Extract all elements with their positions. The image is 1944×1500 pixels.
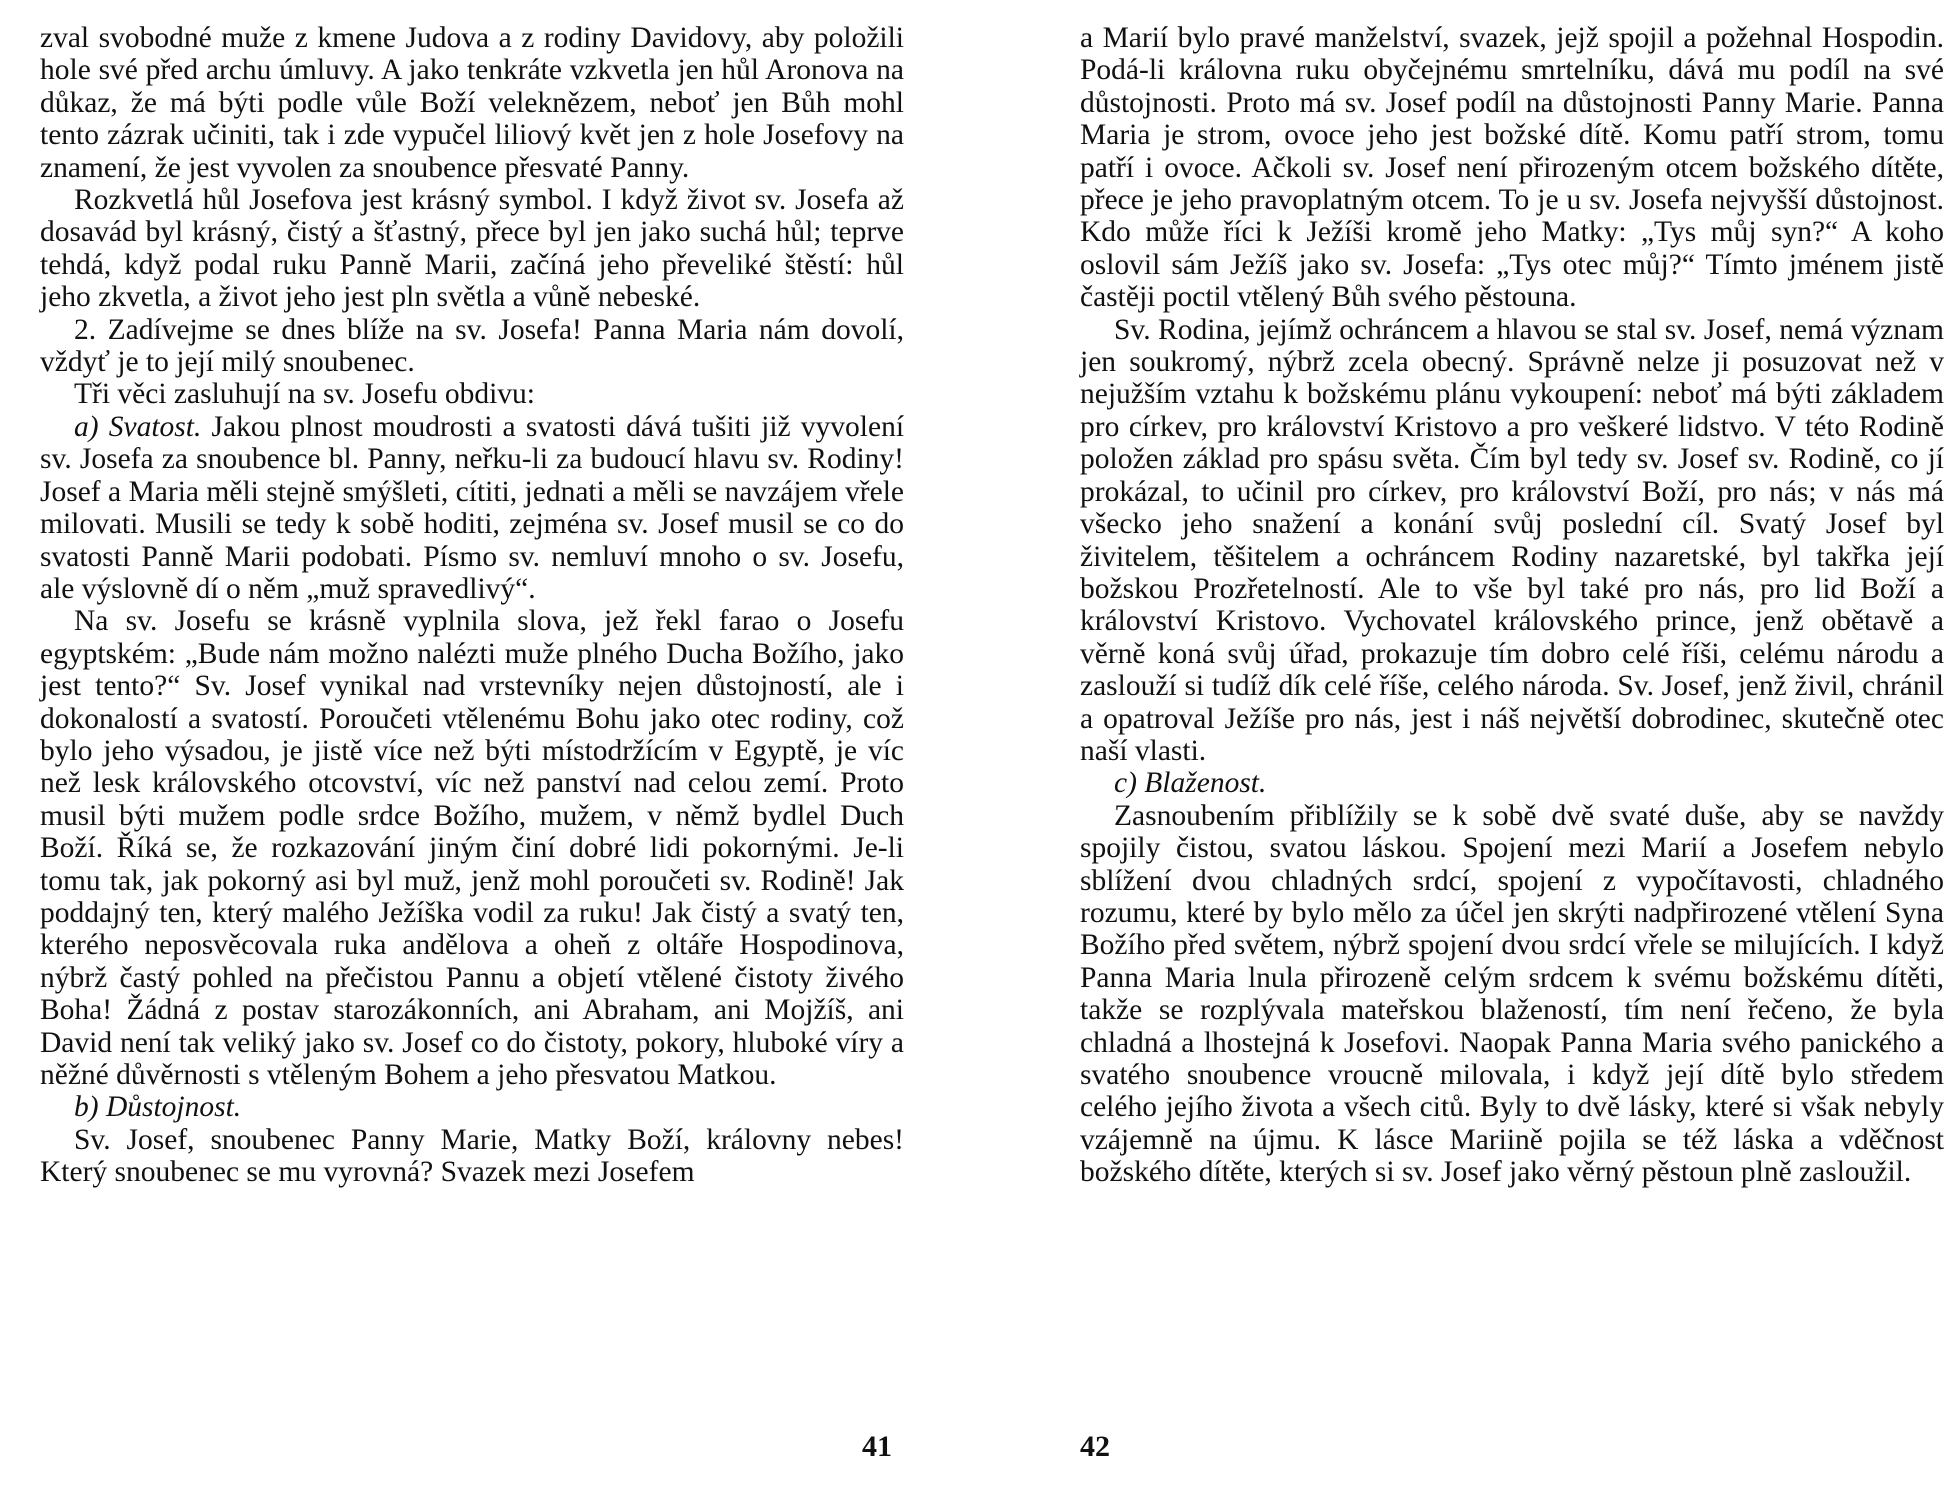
paragraph bbox=[40, 411, 904, 605]
page-number: 42 bbox=[1080, 1430, 1110, 1463]
paragraph: 2. Zadívejme se dnes blíže na sv. Josefa! Panna Maria nám dovolí, vždyť je to její milý snoubenec. bbox=[40, 313, 904, 379]
section-heading-a: a) Svatost. bbox=[74, 410, 202, 443]
paragraph: Rozkvetlá hůl Josefova jest krásný symbol. I když život sv. Josefa až dosavád byl krásný, čistý a šťastný, přece byl jen jako suchá hůl; teprve tehdá, když podal ruku Panně Marii, začíná jeho převeliké štěstí: hůl jeho zkvetla, a život jeho jest pln světla a vůně nebeské. bbox=[40, 184, 904, 314]
paragraph: Sv. Josef, snoubenec Panny Marie, Matky Boží, královny nebes! Který snoubenec se mu vyrovná? Svazek mezi Josefem bbox=[40, 1123, 904, 1189]
left-page-text bbox=[40, 22, 904, 1189]
right-page-text bbox=[1080, 22, 1944, 1189]
section-heading-c: c) Blaženost. bbox=[1114, 767, 1267, 800]
paragraph: Tři věci zasluhují na sv. Josefu obdivu: bbox=[74, 378, 535, 411]
paragraph: Zasnoubením přiblížily se k sobě dvě svaté duše, aby se navždy spojily čistou, svatou láskou. Spojení mezi Marií a Josefem nebylo sblížení dvou chladných srdcí, spojení z vypočítavosti, chladného rozumu, které by bylo mělo za účel jen skrýti nadpřirozené vtělení Syna Božího před světem, nýbrž spojení dvou srdcí vřele se milujících. I když Panna Maria lnula přirozeně celým srdcem k svému božskému dítěti, takže se rozplývala mateřskou blažeností, tím není řečeno, že byla chladná a lhostejná k Josefovi. Naopak Panna Maria svého panického a svatého snoubence vroucně milovala, i když její dítě bylo středem celého jejího života a všech citů. Byly to dvě lásky, které si však nebyly vzájemně na újmu. K lásce Mariině pojila se též láska a vděčnost božského dítěte, kterých si sv. Josef jako věrný pěstoun plně zasloužil. bbox=[1080, 799, 1944, 1189]
page-number: 41 bbox=[862, 1430, 892, 1463]
right-page bbox=[1080, 22, 1944, 1472]
paragraph: a Marií bylo pravé manželství, svazek, jejž spojil a požehnal Hospodin. Podá-li královna ruku obyčejnému smrtelníku, dává mu podíl na své důstojnosti. Proto má sv. Josef podíl na důstojnosti Panny Marie. Panna Maria je strom, ovoce jeho jest božské dítě. Komu patří strom, tomu patří i ovoce. Ačkoli sv. Josef není přirozeným otcem božského dítěte, přece je jeho pravoplatným otcem. To je u sv. Josefa nejvyšší důstojnost. Kdo může říci k Ježíši kromě jeho Matky: „Tys můj syn?“ A koho oslovil sám Ježíš jako sv. Josefa: „Tys otec můj?“ Tímto jménem jistě častěji poctil vtělený Bůh svého pěstouna. bbox=[1080, 22, 1944, 314]
paragraph-text: Jakou plnost moudrosti a svatosti dává tušiti již vyvolení sv. Josefa za snoubence bl. Panny, neřku-li za budoucí hlavu sv. Rodiny! Josef a Maria měli stejně smýšleti, cítiti, jednati a měli se navzájem vřele milovati. Musili se tedy k sobě hoditi, zejména sv. Josef musil se co do svatosti Panně Marii podobati. Písmo sv. nemluví mnoho o sv. Josefu, ale výslovně dí o něm „muž spravedlivý“. bbox=[40, 410, 905, 605]
left-page bbox=[40, 22, 904, 1472]
section-heading-b: b) Důstojnost. bbox=[74, 1091, 242, 1124]
paragraph: Na sv. Josefu se krásně vyplnila slova, jež řekl farao o Josefu egyptském: „Bude nám možno nalézti muže plného Ducha Božího, jako jest tento?“ Sv. Josef vynikal nad vrstevníky nejen důstojností, ale i dokonalostí a svatostí. Poroučeti vtělenému Bohu jako otec rodiny, což bylo jeho výsadou, je jistě více než býti místodržícím v Egyptě, je víc než lesk královského otcovství, víc než panství nad celou zemí. Proto musil býti mužem podle srdce Božího, mužem, v němž bydlel Duch Boží. Říká se, že rozkazování jiným činí dobré lidi pokornými. Je-li tomu tak, jak pokorný asi byl muž, jenž mohl poroučeti sv. Rodině! Jak poddajný ten, který malého Ježíška vodil za ruku! Jak čistý a svatý ten, kterého neposvěcovala ruka andělova a oheň z oltáře Hospodinova, nýbrž častý pohled na přečistou Pannu a objetí vtělené čistoty živého Boha! Žádná z postav starozákonních, ani Abraham, ani Mojžíš, ani David není tak veliký jako sv. Josef co do čistoty, pokory, hluboké víry a něžné důvěrnosti s vtěleným Bohem a jeho přesvatou Matkou. bbox=[40, 605, 904, 1091]
paragraph: zval svobodné muže z kmene Judova a z rodiny Davidovy, aby položili hole své před archu úmluvy. A jako tenkráte vzkvetla jen hůl Aronova na důkaz, že má býti podle vůle Boží veleknězem, neboť jen Bůh mohl tento zázrak učiniti, tak i zde vypučel liliový květ jen z hole Josefovy na znamení, že jest vyvolen za snoubence přesvaté Panny. bbox=[40, 22, 904, 184]
paragraph: Sv. Rodina, jejímž ochráncem a hlavou se stal sv. Josef, nemá význam jen soukromý, nýbrž zcela obecný. Správně nelze ji posuzovat než v nejužším vztahu k božskému plánu vykoupení: neboť má býti základem pro církev, pro království Kristovo a pro veškeré lidstvo. V této Rodině položen základ pro spásu světa. Čím byl tedy sv. Josef sv. Rodině, co jí prokázal, to učinil pro církev, pro království Boží, pro nás; v nás má všecko jeho snažení a konání svůj poslední cíl. Svatý Josef byl živitelem, těšitelem a ochráncem Rodiny nazaretské, byl takřka její božskou Prozřetelností. Ale to vše byl také pro nás, pro lid Boží a království Kristovo. Vychovatel královského prince, jenž obětavě a věrně koná svůj úřad, prokazuje tím dobro celé říši, celému národu a zaslouží si tudíž dík celé říše, celého národa. Sv. Josef, jenž živil, chránil a opatroval Ježíše pro nás, jest i náš největší dobrodinec, skutečně otec naší vlasti. bbox=[1080, 313, 1944, 767]
